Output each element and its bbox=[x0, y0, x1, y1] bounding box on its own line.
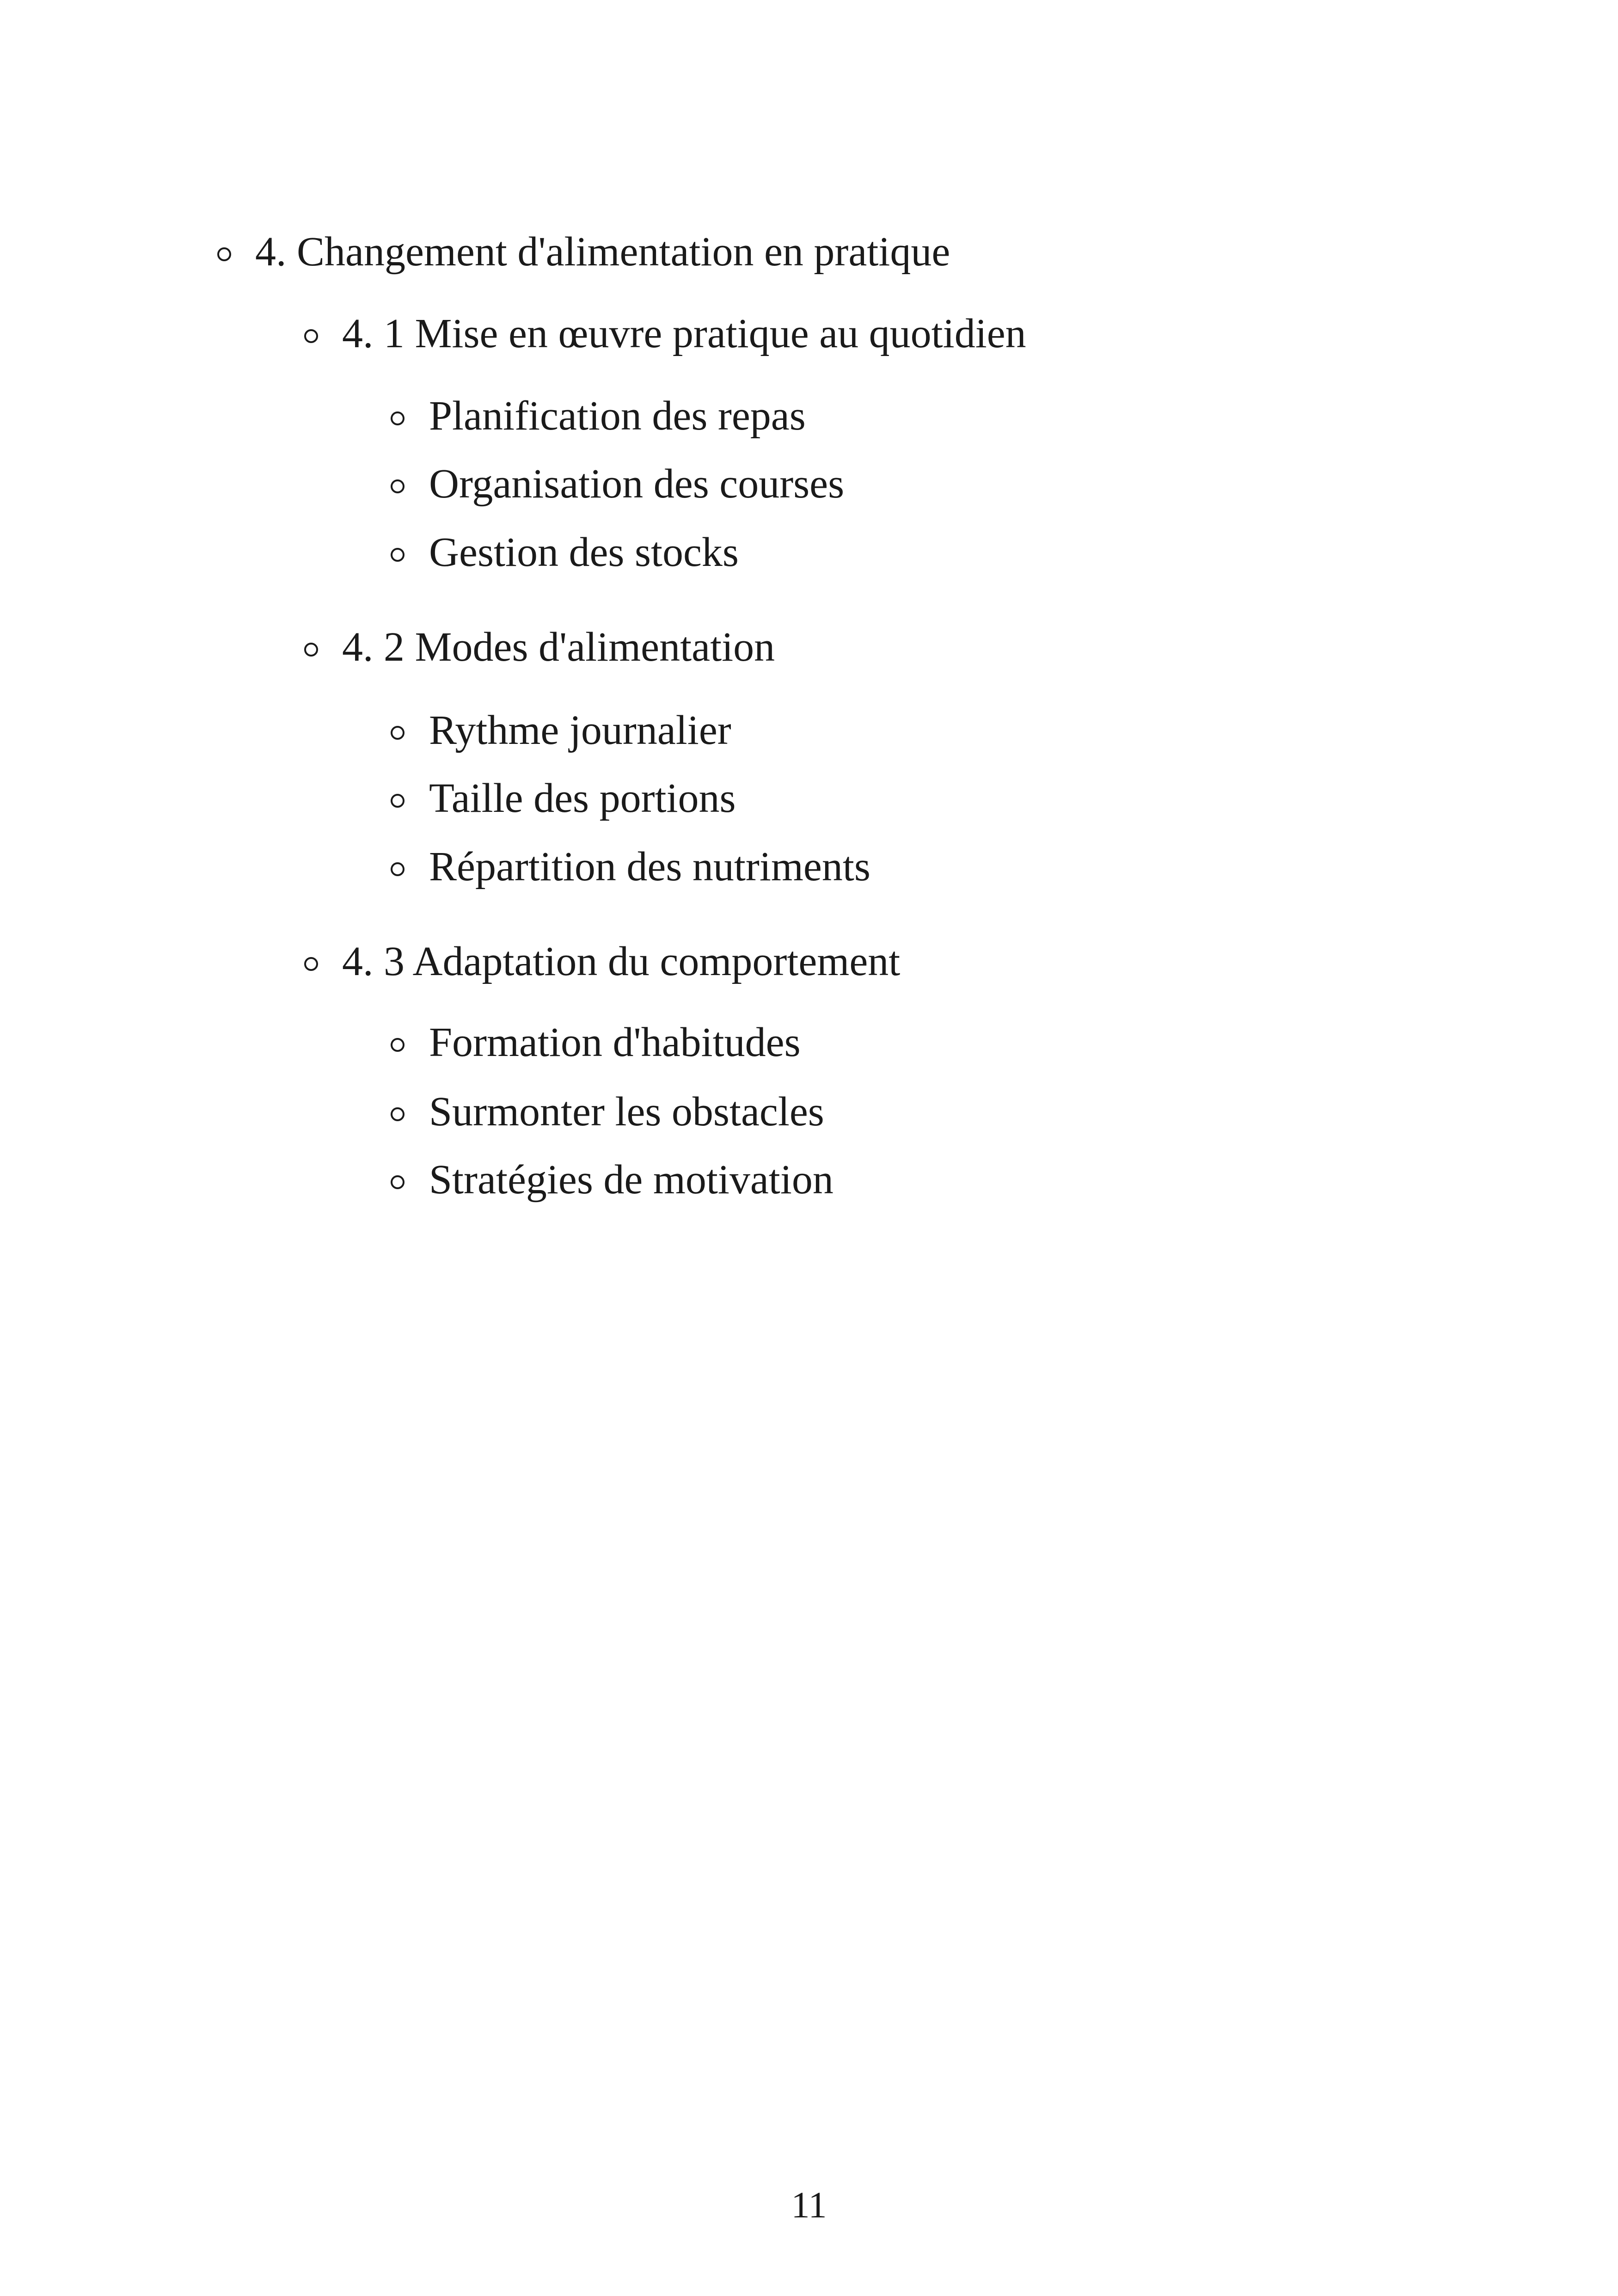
circle-bullet-icon bbox=[391, 548, 404, 562]
circle-bullet-icon bbox=[391, 862, 404, 876]
circle-bullet-icon bbox=[391, 1038, 404, 1052]
list-item: Planification des repas bbox=[429, 393, 806, 439]
list-item: Gestion des stocks bbox=[429, 529, 739, 575]
list-item: Formation d'habitudes bbox=[429, 1019, 801, 1065]
circle-bullet-icon bbox=[304, 329, 318, 343]
subsection-heading: 4. 3 Adaptation du comportement bbox=[342, 939, 901, 984]
circle-bullet-icon bbox=[391, 479, 404, 493]
subsection-heading: 4. 1 Mise en œuvre pratique au quotidien bbox=[342, 311, 1026, 356]
circle-bullet-icon bbox=[391, 726, 404, 740]
list-item: Répartition des nutriments bbox=[429, 844, 870, 890]
subsection-heading: 4. 2 Modes d'alimentation bbox=[342, 624, 775, 670]
page-number: 11 bbox=[791, 2185, 827, 2226]
list-item: Organisation des courses bbox=[429, 461, 845, 507]
circle-bullet-icon bbox=[304, 643, 318, 657]
circle-bullet-icon bbox=[391, 1107, 404, 1121]
circle-bullet-icon bbox=[304, 957, 318, 971]
circle-bullet-icon bbox=[391, 794, 404, 808]
list-item: Stratégies de motivation bbox=[429, 1157, 834, 1203]
section-heading: 4. Changement d'alimentation en pratique bbox=[255, 229, 950, 275]
circle-bullet-icon bbox=[391, 1175, 404, 1189]
circle-bullet-icon bbox=[217, 247, 231, 261]
circle-bullet-icon bbox=[391, 411, 404, 425]
list-item: Surmonter les obstacles bbox=[429, 1089, 824, 1135]
list-item: Taille des portions bbox=[429, 775, 736, 821]
list-item: Rythme journalier bbox=[429, 707, 731, 753]
